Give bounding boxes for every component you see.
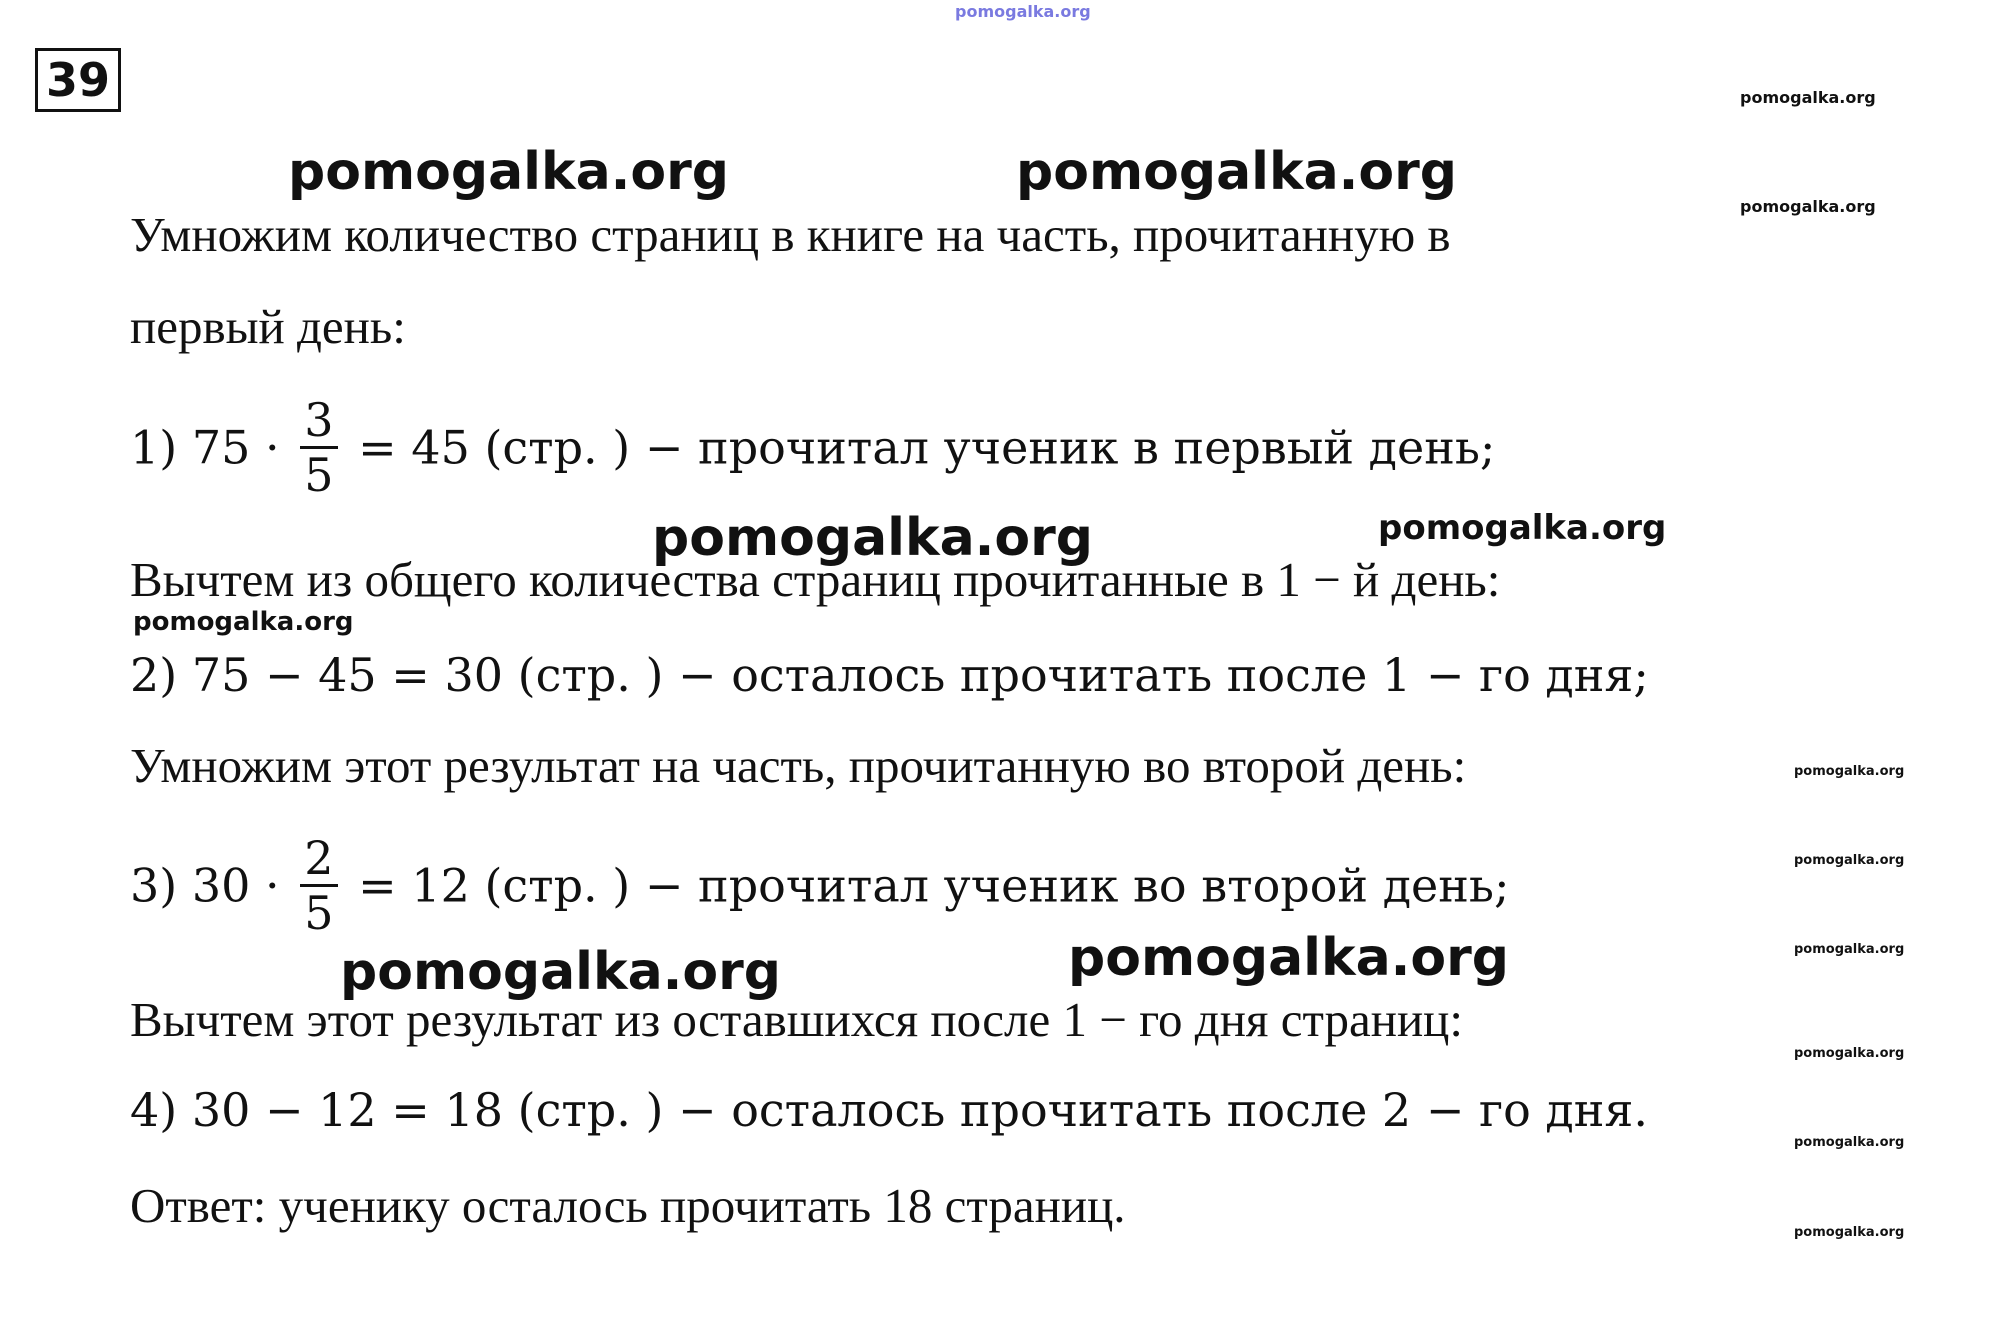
- watermark: pomogalka.org: [1794, 764, 1905, 779]
- watermark: pomogalka.org: [1794, 853, 1905, 868]
- text-line-6: Умножим этот результат на часть, прочитанную во второй день:: [130, 738, 1467, 793]
- watermark: pomogalka.org: [1068, 928, 1510, 988]
- equation-1: [130, 393, 1496, 505]
- watermark: pomogalka.org: [340, 942, 782, 1002]
- fraction-2-5: [300, 832, 337, 939]
- watermark: pomogalka.org: [1794, 1135, 1905, 1150]
- watermark: pomogalka.org: [955, 2, 1091, 21]
- text-line-1: Умножим количество страниц в книге на часть, прочитанную в: [130, 207, 1451, 262]
- equation-1-suffix: = 45 (стр. ) − прочитал ученик в первый день;: [343, 420, 1496, 475]
- watermark: pomogalka.org: [652, 508, 1094, 568]
- text-line-8: Вычтем этот результат из оставшихся после 1 − го дня страниц:: [130, 992, 1464, 1047]
- watermark: pomogalka.org: [1794, 1046, 1905, 1061]
- watermark: pomogalka.org: [1740, 197, 1876, 216]
- watermark: pomogalka.org: [288, 142, 730, 202]
- text-line-4: Вычтем из общего количества страниц прочитанные в 1 − й день:: [130, 552, 1501, 607]
- equation-2: 2) 75 − 45 = 30 (стр. ) − осталось прочитать после 1 − го дня;: [130, 648, 1649, 702]
- equation-4: 4) 30 − 12 = 18 (стр. ) − осталось прочитать после 2 − го дня.: [130, 1083, 1649, 1137]
- fraction-numerator: 2: [300, 832, 337, 887]
- fraction-denominator: 5: [304, 448, 334, 502]
- fraction-numerator: 3: [300, 394, 337, 449]
- watermark: pomogalka.org: [1740, 88, 1876, 107]
- fraction-3-5: [300, 394, 337, 501]
- watermark: pomogalka.org: [1794, 1225, 1905, 1240]
- watermark: pomogalka.org: [133, 607, 354, 637]
- text-line-2: первый день:: [130, 299, 406, 354]
- equation-1-prefix: 1) 75 ·: [130, 420, 295, 475]
- watermark: pomogalka.org: [1378, 508, 1667, 548]
- equation-3: [130, 831, 1510, 943]
- fraction-denominator: 5: [304, 886, 334, 940]
- answer-line: Ответ: ученику осталось прочитать 18 страниц.: [130, 1178, 1126, 1233]
- equation-3-prefix: 3) 30 ·: [130, 858, 295, 913]
- equation-3-suffix: = 12 (стр. ) − прочитал ученик во второй день;: [343, 858, 1510, 913]
- watermark: pomogalka.org: [1794, 942, 1905, 957]
- watermark: pomogalka.org: [1016, 142, 1458, 202]
- problem-number: 39: [35, 48, 121, 112]
